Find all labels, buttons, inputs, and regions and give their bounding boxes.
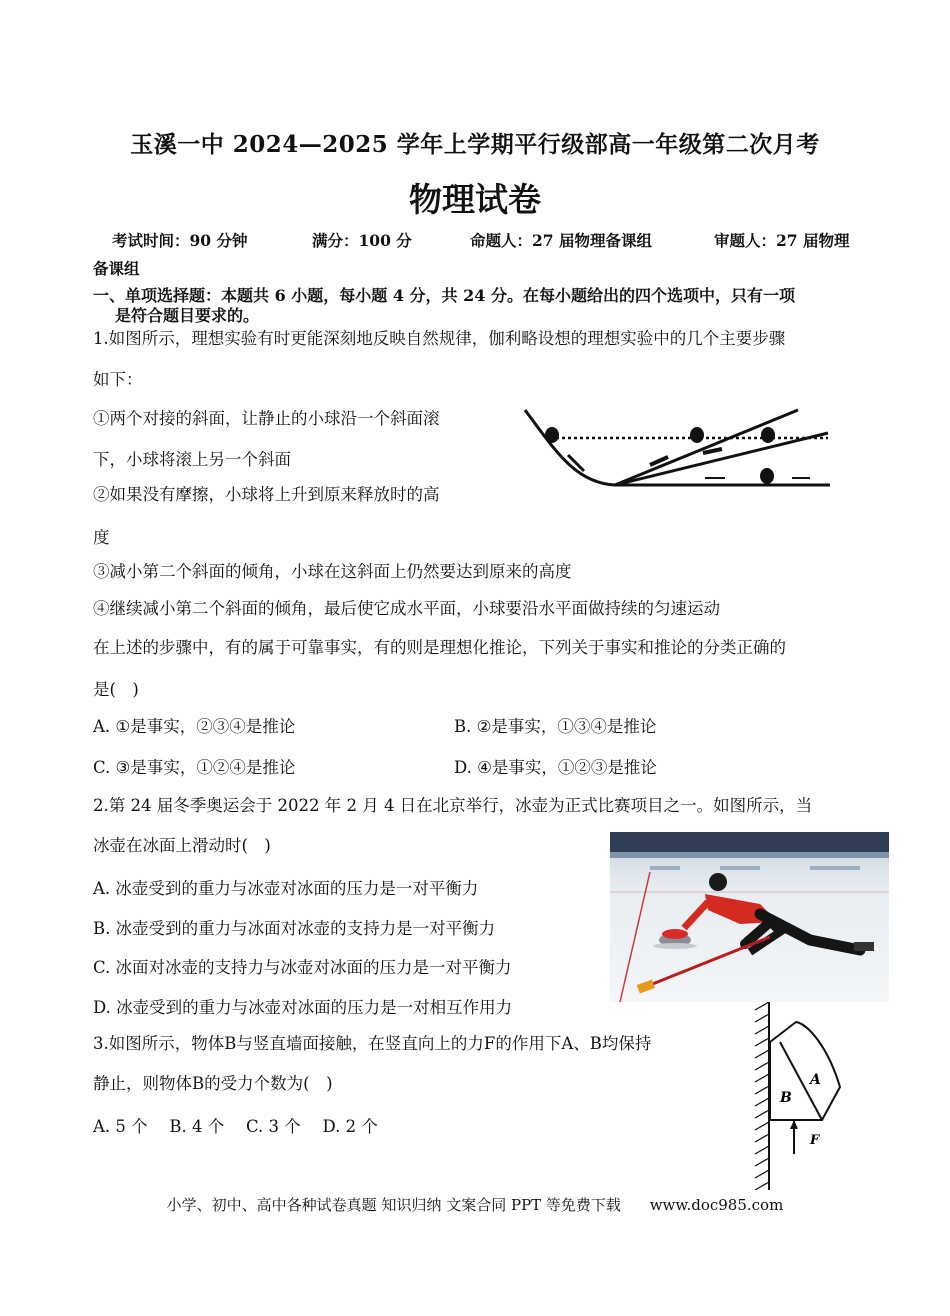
exam-subtitle: 物理试卷 xyxy=(409,180,541,219)
label-f: F xyxy=(810,1133,820,1148)
q1-step1: ①两个对接的斜面，让静止的小球沿一个斜面滚 xyxy=(93,409,440,428)
q1-step3: ③减小第二个斜面的倾角，小球在这斜面上仍然要达到原来的高度 xyxy=(93,562,572,581)
q2-option-d[interactable]: D. 冰壶受到的重力与冰壶对冰面的压力是一对相互作用力 xyxy=(93,998,513,1017)
blocks-wall-figure xyxy=(750,1002,845,1190)
q1-option-a[interactable]: A. ①是事实，②③④是推论 xyxy=(93,717,296,736)
inclined-plane-figure xyxy=(520,375,850,503)
label-a: A xyxy=(810,1072,821,1088)
exam-title: 玉溪一中 2024—2025 学年上学期平行级部高一年级第二次月考 xyxy=(130,131,820,158)
q2-option-c[interactable]: C. 冰面对冰壶的支持力与冰壶对冰面的压力是一对平衡力 xyxy=(93,958,512,977)
q3-options[interactable]: A. 5 个 B. 4 个 C. 3 个 D. 2 个 xyxy=(93,1117,378,1136)
q1-step1-cont: 下，小球将滚上另一个斜面 xyxy=(93,450,291,469)
q1-question-cont: 是( ) xyxy=(93,680,139,699)
q3-stem: 3.如图所示，物体B与竖直墙面接触，在竖直向上的力F的作用下A、B均保持 xyxy=(93,1034,652,1053)
section-heading: 一、单项选择题：本题共 6 小题，每小题 4 分，共 24 分。在每小题给出的四个选项中，只有一项 xyxy=(93,286,795,305)
q1-question: 在上述的步骤中，有的属于可靠事实，有的则是理想化推论，下列关于事实和推论的分类正确的 xyxy=(93,638,786,657)
q2-option-b[interactable]: B. 冰壶受到的重力与冰面对冰壶的支持力是一对平衡力 xyxy=(93,919,496,938)
curling-photo xyxy=(610,832,889,1002)
q2-stem-cont: 冰壶在冰面上滑动时( ) xyxy=(93,836,271,855)
footer xyxy=(0,1194,950,1215)
q1-step2: ②如果没有摩擦，小球将上升到原来释放时的高 xyxy=(93,485,440,504)
q2-option-a[interactable]: A. 冰壶受到的重力与冰壶对冰面的压力是一对平衡力 xyxy=(93,879,479,898)
reviewer: 审题人：27 届物理 xyxy=(714,231,850,250)
q1-step4: ④继续减小第二个斜面的倾角，最后使它成水平面，小球要沿水平面做持续的匀速运动 xyxy=(93,599,720,618)
q1-option-b[interactable]: B. ②是事实，①③④是推论 xyxy=(454,717,657,736)
author: 命题人：27 届物理备课组 xyxy=(470,231,652,250)
q1-stem: 1.如图所示，理想实验有时更能深刻地反映自然规律，伽利略设想的理想实验中的几个主要步骤 xyxy=(93,329,786,348)
section-heading-cont: 是符合题目要求的。 xyxy=(115,306,260,325)
q1-option-d[interactable]: D. ④是事实，①②③是推论 xyxy=(454,758,657,777)
q1-stem-cont: 如下： xyxy=(93,370,143,389)
q2-stem: 2.第 24 届冬季奥运会于 2022 年 2 月 4 日在北京举行，冰壶为正式比赛项目之一。如图所示，当 xyxy=(93,796,813,815)
q1-option-c[interactable]: C. ③是事实，①②④是推论 xyxy=(93,758,296,777)
label-b: B xyxy=(780,1090,792,1106)
footer-url[interactable]: www.doc985.com xyxy=(649,1196,784,1214)
reviewer-cont: 备课组 xyxy=(93,259,140,278)
q3-stem-cont: 静止，则物体B的受力个数为( ) xyxy=(93,1074,333,1093)
full-score: 满分：100 分 xyxy=(312,231,412,250)
q1-step2-cont: 度 xyxy=(93,528,110,547)
footer-text: 小学、初中、高中各种试卷真题 知识归纳 文案合同 PPT 等免费下载 xyxy=(166,1196,621,1214)
exam-time: 考试时间：90 分钟 xyxy=(112,231,248,250)
